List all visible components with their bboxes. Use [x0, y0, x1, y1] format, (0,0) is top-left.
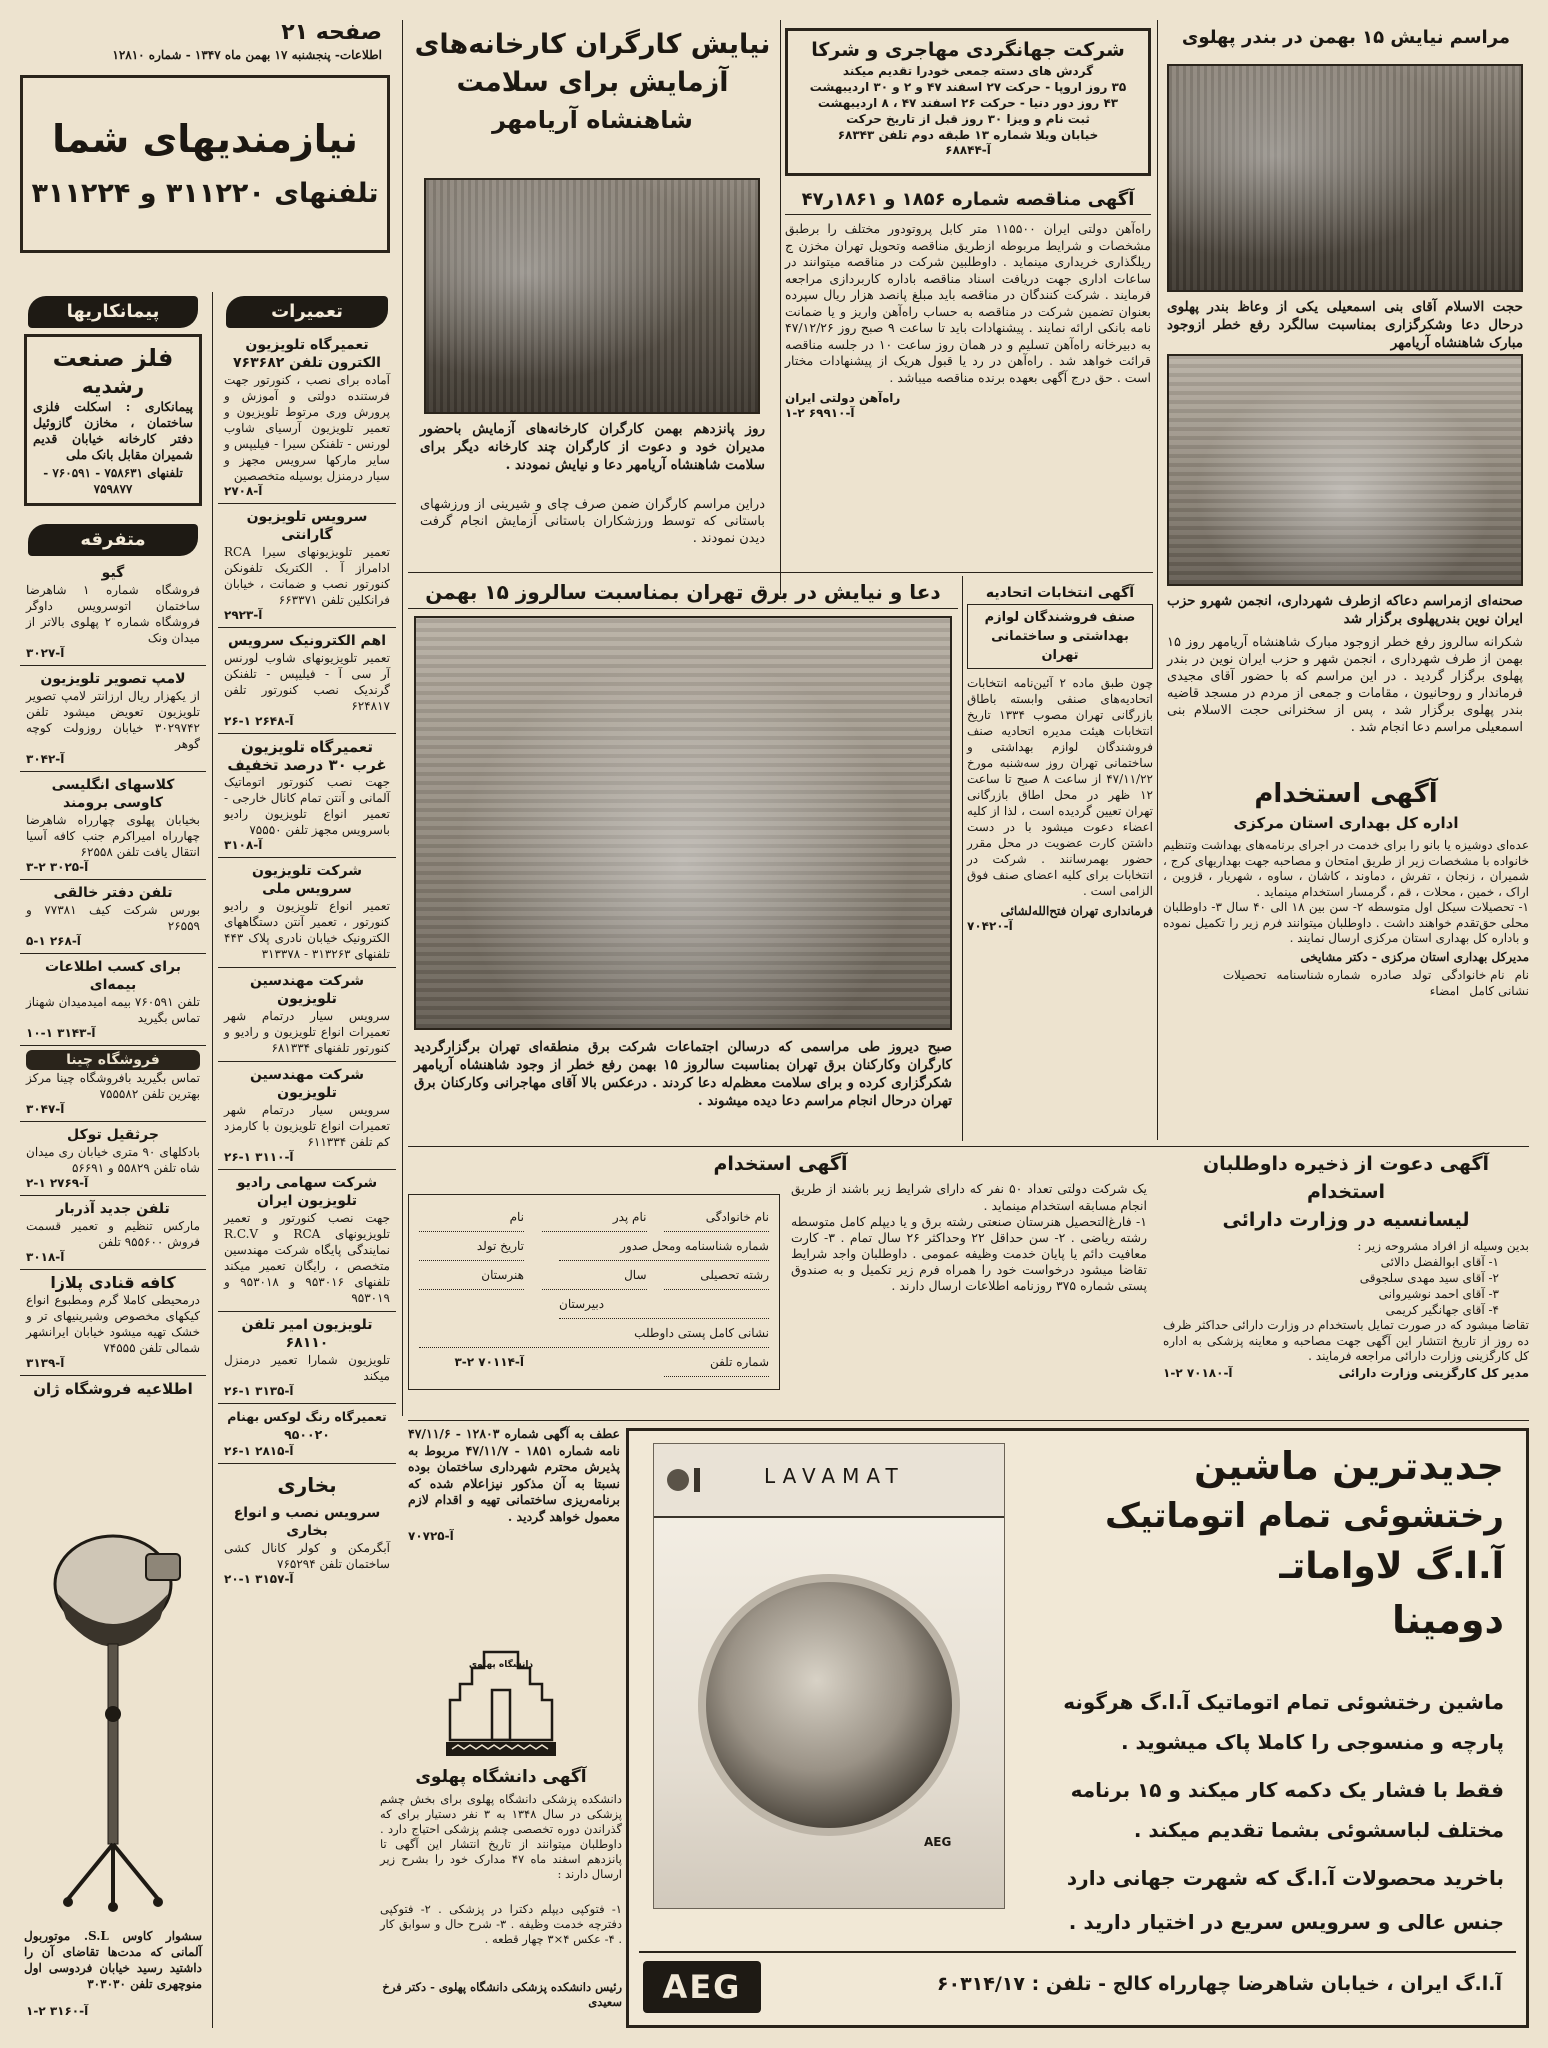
- hiring-intro: یک شرکت دولتی تعداد ۵۰ نفر که دارای شرایط زیر باشند از طریق انجام مسابقه استخدام مینماید .: [791, 1181, 1147, 1213]
- list-item: گیو فروشگاه شماره ۱ شاهرضا ساختمان اتوسرویس داوگر فروشگاه شماره ۲ پهلوی بالاتر از میدان ونک آ-۳۰۲۷: [20, 560, 206, 666]
- page-label: صفحه ۲۱: [281, 20, 382, 45]
- hiring-title: آگهی استخدام: [713, 1153, 848, 1175]
- needs-title: نیازمندیهای شما: [52, 117, 358, 161]
- feature-story: [410, 26, 775, 571]
- contractor-ad: [24, 334, 202, 506]
- tender-title: آگهی مناقصه شماره ۱۸۵۶ و ۱۸۶۱ر۴۷: [785, 186, 1151, 215]
- university-body: دانشکده پزشکی دانشگاه پهلوی برای بخش چشم پزشکی در سال ۱۳۴۸ به ۳ نفر دستیار برای که گذراندن دوره تخصصی چشم پزشکی احتیاج دارد . داوطلبان میتوانند از تاریخ انتشار این آگهی تا پانزدهم اسفند ماه ۴۷ مدارک خود را بشرح زیر ارسال دارند :: [380, 1792, 622, 1881]
- list-item: شرکت سهامی رادیو تلویزیون ایران جهت نصب کنورتور و تعمیر تلویزیونهای RCA و R.C.V نمایندگی پایگاه شرکت مهندسین متخصص ، رایگان تعمیر میکند تلفنهای ۹۵۳۰۱۶ و ۹۵۳۰۱۸ و ۹۵۳۰۱۹: [218, 1170, 396, 1312]
- misc-list: [20, 560, 206, 1403]
- amendment-body: عطف به آگهی شماره ۱۲۸۰۳ - ۴۷/۱۱/۶ نامه شماره ۱۸۵۱ - ۴۷/۱۱/۷ مربوط به پذیرش محترم شهرداری ساختمان بوده نسبتا به آن مذکور نیزاعلام شده که برنامه‌ریزی ساختمانی تهیه و اقدام لازم معمول خواهد گردید .: [408, 1426, 620, 1524]
- list-item: تعمیرگاه رنگ لوکس بهنام ۹۵۰۰۲۰ آ-۲۸۱۵ ۱-۲۶: [218, 1404, 396, 1464]
- finance-intro: بدین وسیله از افراد مشروحه زیر :: [1357, 1239, 1529, 1253]
- misc-section-banner: متفرقه: [28, 524, 198, 556]
- aeg-bullet: باخرید محصولات آ.ا.گ که شهرت جهانی دارد: [1066, 1866, 1504, 1890]
- list-item: تعمیرگاه تلویزیون الکترون تلفن ۷۶۳۶۸۲ آماده برای نصب ، کنورتور جهت فرستنده دولتی و آموزش و پرورش وری مرتوط تلویزیون و تعمیر تلویزیون آرسیای شاوب لورنس - تلفنکن سیرا - فیلیپس و سایر مارکها سرویس مجهز و سیار درمنزل بوسیله متخصصین آ-۲۷۰۸: [218, 332, 396, 504]
- aeg-bullet: ماشین رختشوئی تمام اتوماتیک آ.ا.گ هرگونه: [1063, 1690, 1504, 1714]
- list-item: کلاسهای انگلیسی کاوسی برومند بخیابان پهلوی چهارراه شاهرضا چهارراه امیراکرم جنب کافه آسیا انتقال یافت تلفن ۶۲۵۵۸ آ-۳۰۲۵ ۲-۳: [20, 772, 206, 880]
- bandar-photo-1: [1167, 64, 1523, 292]
- aeg-headline-4: دومینا: [1392, 1598, 1504, 1642]
- aeg-bullet: پارچه و منسوجی را کاملا پاک میشوید .: [1120, 1730, 1504, 1754]
- list-item: فروشگاه چینا تماس بگیرید بافروشگاه چینا مرکز بهترین تلفن ۷۵۵۵۸۲ آ-۳۰۴۷: [20, 1046, 206, 1122]
- university-signature: رئیس دانشکده پزشکی دانشگاه پهلوی - دکتر فرخ سعیدی: [382, 1980, 622, 2009]
- bandar-headline: مراسم نیایش ۱۵ بهمن در بندر پهلوی: [1181, 27, 1511, 48]
- contractor-body: پیمانکاری : اسکلت فلزی ساختمان ، مخازن گازوئیل دفتر کارخانه خیابان قدیم شمیران مقابل بانک ملی: [33, 399, 193, 462]
- list-item: کافه قنادی پلازا درمحیطی کاملا گرم ومطبوع انواع کیکهای مخصوص وشیرینیهای تر و خشک تهیه میشود خیابان ایرانشهر شمالی تلفن ۷۴۵۵۵ آ-۳۱۳۹: [20, 1270, 206, 1376]
- bandar-pahlavi-story: [1163, 24, 1529, 764]
- washing-machine-image: [653, 1443, 1005, 1909]
- markazi-conditions: ۱- تحصیلات سیکل اول متوسطه ۲- سن بین ۱۸ الی ۴۰ سال ۳- داوطلبان محلی حق‌تقدم خواهند داشت . داوطلبان میتوانند فرم زیر را تکمیل نموده و باداره کل بهداری استان مرکزی ارسال نمایند .: [1163, 900, 1529, 945]
- election-title: آگهی انتخابات اتحادیه: [985, 585, 1135, 601]
- list-item: تلویزیون امیر تلفن ۶۸۱۱۰ تلویزیون شمارا تعمیر درمنزل میکند آ-۳۱۳۵ ۱-۲۶: [218, 1312, 396, 1404]
- list-item: تلفن جدید آذربار مارکس تنظیم و تعمیر قسمت فروش ۹۵۵۶۰۰ تلفن آ-۳۰۱۸: [20, 1196, 206, 1270]
- state-company-hiring-ad: [408, 1150, 1153, 1420]
- lavamat-brand: LAVAMAT: [764, 1464, 905, 1488]
- list-item: اهم الکترونیک سرویس تعمیر تلویزیونهای شاوب لورنس آر سی آ - فیلیپس - تلفنکن گرندیک نصب کنورتور تلفن ۶۲۴۸۱۷ آ-۲۶۴۸ ۱-۲۶: [218, 628, 396, 734]
- aeg-bullet: مختلف لباسشوئی بشما تقدیم میکند .: [1133, 1818, 1504, 1842]
- hair-dryer-icon: [38, 1524, 188, 1914]
- amendment-notice: عطف به آگهی شماره ۱۲۸۰۳ - ۴۷/۱۱/۶ نامه شماره ۱۸۵۱ - ۴۷/۱۱/۷ مربوط به پذیرش محترم شهرداری ساختمان بوده نسبتا به آن مذکور نیزاعلام شده که برنامه‌ریزی ساختمانی تهیه و اقدام لازم معمول خواهد گردید . آ-۷۰۷۲۵: [408, 1426, 620, 1543]
- finance-signature: مدیر کل کارگزینی وزارت دارائی: [1338, 1365, 1529, 1380]
- classifieds-misc-column: [20, 292, 206, 2028]
- feature-headline-2: آزمایش برای سلامت: [456, 67, 729, 98]
- aeg-lavamat-ad: [626, 1428, 1529, 2028]
- feature-body: دراین مراسم کارگران ضمن صرف چای و شیرینی از ورزشهای باستانی که توسط ورزشکاران باستانی آزمایش انجام گرفت دیدن نمودند .: [420, 497, 765, 546]
- tehran-electric-story: [408, 576, 958, 1146]
- finance-code: آ-۷۰۱۸۰ ۲-۱: [1163, 1365, 1233, 1380]
- list-item: شرکت تلویزیون سرویس ملی تعمیر انواع تلویزیون و رادیو کنورتور ، تعمیر آنتن دستگاههای الکترونیک خیابان نادری پلاک ۴۴۳ تلفنهای ۳۱۳۲۶۳ - ۳۱۳۳۷۸: [218, 858, 396, 968]
- finance-subtitle: لیسانسیه در وزارت دارائی: [1222, 1209, 1470, 1231]
- finance-body: تقاضا میشود که در صورت تمایل باستخدام در وزارت دارائی حداکثر ظرف ده روز از تاریخ انتشار این آگهی جهت مصاحبه و معاینه پزشکی به اداره کل کارگزینی وزارت دارائی مراجعه فرمایند .: [1163, 1318, 1529, 1363]
- list-item: لامپ تصویر تلویزیون از یکهزار ریال ارزانتر لامپ تصویر تلویزیون تعویض میشود تلفن ۳۰۲۹۷۴۲ خیابان روزولت کوچه گوهر آ-۳۰۴۲: [20, 666, 206, 772]
- finance-title: آگهی دعوت از ذخیره داوطلبان استخدام: [1202, 1153, 1490, 1203]
- aeg-headline-2: رختشوئی تمام اتوماتیک: [1105, 1496, 1504, 1536]
- contractor-title: فلز صنعت: [52, 344, 174, 372]
- bandar-caption-2: صحنه‌ای ازمراسم دعاکه ازطرف شهرداری، انجمن شهرو حزب ایران نوین بندرپهلوی برگزار شد: [1167, 593, 1523, 627]
- university-title: آگهی دانشگاه پهلوی: [415, 1767, 587, 1787]
- tender-signature: راه‌آهن دولتی ایران: [785, 391, 901, 405]
- election-signature: فرمانداری تهران فتح‌الله‌لشائی: [1000, 904, 1153, 918]
- hiring-form: نام خانوادگی نام پدر نام شماره شناسنامه ومحل صدور تاریخ تولد رشته تحصیلی سال هنرستان دبیرستان نشانی کامل پستی داوطلب شماره تلفن آ-۷۰۱۱۴ ۲-۳: [408, 1194, 780, 1390]
- heater-ad: سرویس نصب و انواع بخاری آبگرمکن و کولر کانال کشی ساختمان تلفن ۷۶۵۲۹۴ آ-۳۱۵۷ ۱-۲۰: [224, 1505, 390, 1586]
- aeg-bullet: جنس عالی و سرویس سریع در اختیار دارید .: [1068, 1910, 1504, 1934]
- markazi-form: نام نام خانوادگی تولد صادره شماره شناسنامه تحصیلات نشانی کامل امضاء: [1222, 967, 1529, 998]
- travel-agency-ad: شرکت جهانگردی مهاجری و شرکا گردش های دسته جمعی خودرا تقدیم میکند ۳۵ روز اروپا - حرکت ۲۷ اسفند ۴۷ و ۲ و ۳۰ اردیبهشت ۴۳ روز دور دنیا - حرکت ۲۶ اسفند ۴۷ ، ۸ اردیبهشت ثبت نام و ویزا ۳۰ روز قبل از تاریخ حرکت خیابان ویلا شماره ۱۳ طبقه دوم تلفن ۶۸۳۴۳ آ-۶۸۸۴۴: [785, 28, 1151, 176]
- control-knob-icon: [664, 1460, 714, 1500]
- dateline: اطلاعات- پنجشنبه ۱۷ بهمن ماه ۱۳۴۷ - شماره ۱۲۸۱۰: [112, 48, 382, 62]
- repairs-section-banner: تعمیرات: [226, 296, 388, 328]
- aeg-address: آ.ا.گ ایران ، خیابان شاهرضا چهارراه کالج - تلفن : ۶۰۳۱۴/۱۷: [936, 1973, 1502, 1995]
- university-logo-caption: دانشگاه پهلوی: [468, 1660, 534, 1670]
- feature-photo: [424, 178, 760, 414]
- election-subtitle: صنف فروشندگان لوازم بهداشتی و ساختمانی تهران: [967, 604, 1153, 669]
- markazi-employment-ad: [1163, 776, 1529, 1136]
- list-item: سرویس تلویزیون گارانتی تعمیر تلویزیونهای سیرا RCA ادامراز آ . الکتریک تلفونکن کنورتور نصب و ضمانت ، خیابان فرانکلین تلفن ۶۶۳۳۷۱ آ-۲۹۲۳: [218, 504, 396, 628]
- aeg-logo: AEG: [643, 1961, 761, 2013]
- zhan-code: آ-۳۱۶۰ ۲-۱: [26, 2004, 89, 2018]
- bandar-photo-2: [1167, 354, 1523, 586]
- machine-aeg-label: AEG: [924, 1835, 952, 1849]
- feature-headline-3: شاهنشاه آریامهر: [492, 106, 693, 134]
- feature-caption: روز پانزدهم بهمن کارگران کارخانه‌های آزمایش باحضور مدیران خود و دعوت از کارگران چند کارخانه دیگر برای سلامت شاهنشاه آریامهر دعا و نیایش نمودند .: [420, 421, 765, 473]
- list-item: برای کسب اطلاعات بیمه‌ای تلفن ۷۶۰۵۹۱ بیمه امیدمیدان شهناز تماس بگیرید آ-۳۱۴۳ ۱-۱۰: [20, 954, 206, 1046]
- contractor-phones: تلفنهای ۷۵۸۶۳۱ - ۷۶۰۵۹۱ - ۷۵۹۸۷۷: [43, 466, 183, 496]
- aeg-headline-3: آ.ا.گ لاواماتـ: [1279, 1546, 1504, 1587]
- tehran-caption: صبح دیروز طی مراسمی که درسالن اجتماعات شرکت برق منطقه‌ای تهران برگزارگردید کارگران وکارکنان برق تهران بمناسبت سالروز ۱۵ بهمن رفع خطر از وجود شاهنشاه آریامهر شکرگزاری کرده و برای سلامت معظم‌له دعا کردند . درعکس بالا آقای مهاجرانی وکارکنان برق تهران درحال انجام مراسم دعا دیده میشوند .: [414, 1039, 952, 1109]
- university-items: ۱- فتوکپی دیپلم دکترا در پزشکی . ۲- فتوکپی دفترچه خدمت وظیفه . ۳- شرح حال و سوابق کار . ۴- عکس ۴×۳ چهار قطعه .: [380, 1902, 623, 1946]
- machine-door: [698, 1574, 960, 1836]
- aeg-bullet: فقط با فشار یک دکمه کار میکند و ۱۵ برنامه: [1070, 1778, 1504, 1802]
- markazi-signature: مدیرکل بهداری استان مرکزی - دکتر مشایخی: [1300, 949, 1529, 964]
- tender-ad: آگهی مناقصه شماره ۱۸۵۶ و ۱۸۶۱ر۴۷ راه‌آهن دولتی ایران ۱۱۵۵۰۰ متر کابل پروتودور مختلف را برطبق مشخصات و شرایط مربوطه ازطریق مناقصه وتحویل تهران مخزن ج ریلگذاری خریداری مینماید . داوطلبین شرکت در مناقصه میتوانند در ساعات اداری جهت دریافت اسناد مناقصه باداره کاربردازی مراجعه فرمایند . شرکت کنندگان در مناقصه باید مبلغ پانصد هزار ریال سپرده بعنوان تضمین شرکت در مناقصه به حساب راه‌آهن واریز و یا ضمانت نامه بانکی ارائه نمایند . پیشنهادات باید تا ساعت ۹ صبح روز ۴۷/۱۲/۲۶ به دبیرخانه راه‌آهن تسلیم و در همان روز ساعت ۱۰ در جلسه مناقصه قرائت خواهد شد . راه‌آهن در رد یا قبول هریک از پیشنهادات مختار است . حق درج آگهی بعهده برنده مناقصه میباشد . راه‌آهن دولتی ایران آ-۶۹۹۱۰ ۲-۱: [785, 186, 1151, 566]
- markazi-subtitle: اداره کل بهداری استان مرکزی: [1233, 814, 1459, 832]
- university-ad: [376, 1640, 626, 2028]
- aeg-footer-rule: [639, 1951, 1516, 1953]
- markazi-body: عده‌ای دوشیزه یا بانو را برای خدمت در اجرای برنامه‌های بهداشت وتنظیم خانواده با مشخصات زیر از طریق امتحان و مصاحبه جهت بهداریهای کرج ، شمیران ، زنجان ، تفرش ، دماوند ، کاشان ، ساوه ، شهریار ، قزوین ، اراک ، خمین ، محلات ، قم ، گرمسار استخدام مینماید .: [1163, 838, 1529, 899]
- zhan-caption: سشوار کاوس S.L. موتوربول آلمانی که مدت‌ها تقاضای آن را داشتید رسید خیابان فردوسی اول منوچهری تلفن ۳۰۳۰۳۰: [24, 1929, 202, 1991]
- travel-title: شرکت جهانگردی مهاجری و شرکا: [811, 39, 1125, 61]
- masthead: [20, 20, 390, 272]
- bandar-caption-1: حجت الاسلام آقای بنی اسمعیلی یکی از وعاظ بندر پهلوی درحال دعا وشکرگزاری بمناسبت سالگرد رفع خطر ازوجود مبارک شاهنشاه آریامهر: [1167, 299, 1523, 351]
- bandar-body: شکرانه سالروز رفع خطر ازوجود مبارک شاهنشاه آریامهر روز ۱۵ بهمن از طرف شهرداری ، انجمن شهر و حزب ایران نوین در بندر پهلوی برگزار گردید . در این مراسم که با حضور آقای مجیدی فرماندار و روحانیون ، مقامات و جمعی از مردم در مسجد قاضیه بندر پهلوی برگزار شد ، پس از سخنرانی حجت الاسلام بنی اسمعیلی مراسم دعا انجام شد .: [1167, 635, 1523, 735]
- list-item: شرکت مهندسین تلویزیون سرویس سیار درتمام شهر تعمیرات انواع تلویزیون و رادیو و کنورتور تلفنهای ۶۸۱۳۳۴: [218, 968, 396, 1062]
- finance-ministry-ad: آگهی دعوت از ذخیره داوطلبان استخدام لیسانسیه در وزارت دارائی بدین وسیله از افراد مشروحه زیر : ۱- آقای ابوالفضل دالائی ۲- آقای سید مهدی سلجوقی ۳- آقای احمد نوشیروانی ۴- آقای جهانگیر کریمی تقاضا میشود که در صورت تمایل باستخدام در وزارت دارائی حداکثر ظرف ده روز از تاریخ انتشار این آگهی جهت مصاحبه و معاینه پزشکی به اداره کل کارگزینی وزارت دارائی مراجعه فرمایند . مدیر کل کارگزینی وزارت دارائی آ-۷۰۱۸۰ ۲-۱: [1163, 1150, 1529, 1418]
- list-item: تلفن دفتر خالقی بورس شرکت کیف ۷۷۳۸۱ و ۲۶۵۵۹ آ-۲۶۸ ۱-۵: [20, 880, 206, 954]
- feature-headline-1: نیایش کارگران کارخانه‌های: [414, 29, 771, 60]
- contractor-subtitle: رشدیه: [81, 374, 145, 398]
- tender-body: راه‌آهن دولتی ایران ۱۱۵۵۰۰ متر کابل پروتودور مختلف را برطبق مشخصات و شرایط مربوطه ازطریق مناقصه وتحویل تهران مخزن ج ریلگذاری خریداری مینماید . داوطلبین شرکت در مناقصه میتوانند در ساعات اداری جهت دریافت اسناد مناقصه باداره کاربردازی مراجعه فرمایند . شرکت کنندگان در مناقصه باید مبلغ پانصد هزار ریال سپرده بعنوان تضمین شرکت در مناقصه به حساب راه‌آهن واریز و یا ضمانت نامه بانکی ارائه نمایند . پیشنهادات باید تا ساعت ۹ صبح روز ۴۷/۱۲/۲۶ به دبیرخانه راه‌آهن تسلیم و در همان روز ساعت ۱۰ در جلسه مناقصه قرائت خواهد شد . راه‌آهن در رد یا قبول هریک از پیشنهادات مختار است . حق درج آگهی بعهده برنده مناقصه میباشد .: [785, 221, 1152, 385]
- hiring-conditions: ۱- فارغ‌التحصیل هنرستان صنعتی رشته برق و یا دیپلم کامل متوسطه رشته ریاضی . ۲- سن حداقل ۲۲ وحداکثر ۲۶ سال تمام . ۳- کارت معافیت دائم یا پایان خدمت وظیفه عمومی . داوطلبان واجد شرایط تقاضا میشود درخواست خود را همراه فرم زیر تکمیل و به صندوق پستی شماره ۳۷۵ روزنامه اطلاعات ارسال دارند .: [791, 1214, 1148, 1293]
- list-item: اطلاعیه فروشگاه ژان: [33, 1380, 193, 1398]
- list-item: جرثقیل توکل بادکلهای ۹۰ متری خیابان ری میدان شاه تلفن ۵۵۸۲۹ و ۵۶۶۹۱ آ-۲۷۶۹ ۱-۲: [20, 1122, 206, 1196]
- list-item: شرکت مهندسین تلویزیون سرویس سیار درتمام شهر تعمیرات انواع تلویزیون با کارمزد کم تلفن ۶۱۱۳۳۴ آ-۳۱۱۰ ۱-۲۶: [218, 1062, 396, 1170]
- markazi-title: آگهی استخدام: [1254, 779, 1438, 809]
- election-ad: آگهی انتخابات اتحادیه صنف فروشندگان لوازم بهداشتی و ساختمانی تهران چون طبق ماده ۲ آئین‌نامه انتخابات اتحادیه‌های صنفی وابسته باطاق بازرگانی تهران مصوب ۱۳۳۴ تاریخ انتخابات هیئت مدیره اتحادیه صنف فروشندگان لوازم بهداشتی و ساختمانی تهران روز سه‌شنبه مورخ ۴۷/۱۱/۲۲ از ساعت ۸ صبح تا ساعت ۱۲ ظهر در محل اطاق بازرگانی تهران تعیین گردیده است ، لذا از کلیه اعضاء دعوت میشود با در دست داشتن کارت عضویت در محل مقرر حضور بهمرسانند . شرکت در انتخابات برای کلیه اعضای صنف فوق الزامی است . فرمانداری تهران فتح‌الله‌لشائی آ-۷۰۴۲۰: [967, 582, 1153, 1142]
- heaters-section-title: بخاری: [277, 1473, 337, 1497]
- tehran-photo: [414, 616, 952, 1030]
- hair-dryer-illustration: [38, 1524, 188, 1914]
- election-body: چون طبق ماده ۲ آئین‌نامه انتخابات اتحادیه‌های صنفی وابسته باطاق بازرگانی تهران مصوب ۱۳۳۴ تاریخ انتخابات هیئت مدیره اتحادیه صنف فروشندگان لوازم بهداشتی و ساختمانی تهران روز سه‌شنبه مورخ ۴۷/۱۱/۲۲ از ساعت ۸ صبح تا ساعت ۱۲ ظهر در محل اطاق بازرگانی تهران تعیین گردیده است ، لذا از کلیه اعضاء دعوت میشود با در دست داشتن کارت عضویت در محل مقرر حضور بهمرسانند . شرکت در انتخابات برای کلیه اعضای صنف فوق الزامی است .: [967, 676, 1153, 898]
- list-item: تعمیرگاه تلویزیون غرب ۳۰ درصد تخفیف جهت نصب کنورتور اتوماتیک آلمانی و آنتن تمام کانال خارجی - تعمیر انواع تلویزیون رادیو باسرویس مجهز تلفن ۷۵۵۵۰ آ-۳۱۰۸: [218, 734, 396, 858]
- aeg-headline-1: جدیدترین ماشین: [1193, 1444, 1504, 1488]
- needs-phones: تلفنهای ۳۱۱۲۲۰ و ۳۱۱۲۲۴: [31, 178, 379, 209]
- classifieds-repairs-column: [218, 292, 396, 1772]
- contractors-section-banner: پیمانکاریها: [28, 296, 198, 328]
- tehran-headline: دعا و نیایش در برق تهران بمناسبت سالروز ۱۵ بهمن: [408, 576, 958, 609]
